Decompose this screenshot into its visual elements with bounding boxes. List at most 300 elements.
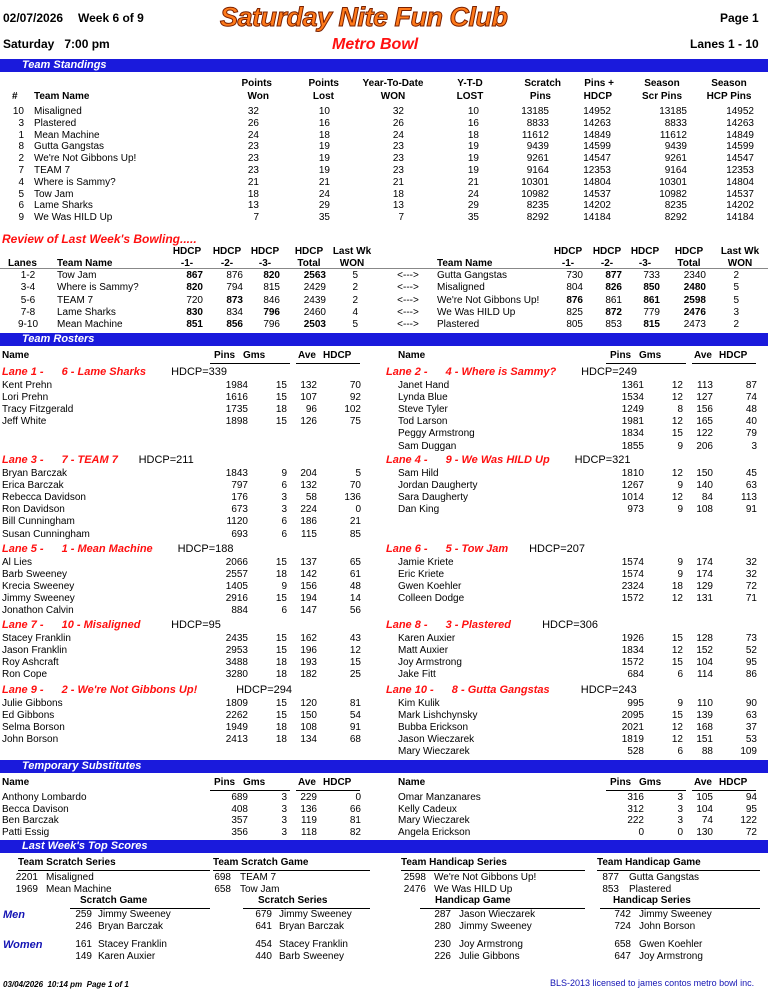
standing-value: 23 — [247, 153, 259, 165]
player-pins: 0 — [638, 826, 644, 838]
review-score: 2340 — [683, 270, 706, 281]
player-hdcp: 102 — [344, 404, 361, 416]
player-games: 12 — [671, 722, 683, 734]
review-score: 830 — [186, 306, 203, 318]
col-header: HDCP — [294, 246, 324, 257]
standing-value: 14804 — [583, 176, 611, 188]
col-header: WON — [380, 91, 406, 102]
player-hdcp: 21 — [349, 516, 361, 528]
standing-value: 23 — [247, 141, 259, 153]
review-score: 5 — [733, 282, 739, 294]
top-score: 440 — [255, 950, 272, 962]
player-games: 6 — [281, 528, 287, 540]
review-score: 2473 — [683, 319, 706, 331]
col-header: Total — [677, 258, 701, 269]
standing-value: 9439 — [526, 141, 549, 153]
player-average: 194 — [300, 593, 317, 605]
player-name: Becca Davison — [2, 803, 69, 815]
col-header: Pins — [214, 350, 236, 361]
standing-value: 12353 — [726, 165, 754, 176]
standing-value: 8833 — [526, 117, 549, 129]
top-score: 2476 — [403, 883, 426, 895]
review-lanes: 5-6 — [20, 294, 36, 306]
standing-value: 16 — [318, 117, 330, 129]
top-score: 280 — [434, 920, 451, 932]
player-name: Omar Manzanares — [398, 792, 481, 803]
player-games: 15 — [275, 380, 287, 391]
player-games: 6 — [281, 480, 287, 492]
player-hdcp: 75 — [349, 416, 361, 428]
player-pins: 528 — [627, 746, 644, 758]
col-header: Name — [2, 777, 30, 788]
review-team: Tow Jam — [57, 270, 97, 281]
player-hdcp: 72 — [745, 826, 757, 838]
player-average: 206 — [696, 440, 713, 452]
standing-team: Misaligned — [34, 106, 82, 117]
player-pins: 1843 — [225, 468, 248, 479]
standing-value: 14202 — [583, 200, 611, 212]
player-name: Bubba Erickson — [398, 722, 469, 734]
top-score: 658 — [614, 939, 631, 950]
player-hdcp: 70 — [349, 380, 361, 391]
player-pins: 357 — [231, 815, 248, 826]
roster-team: 1 - Mean Machine — [61, 543, 153, 555]
top-name: Tow Jam — [240, 883, 280, 895]
player-name: John Borson — [2, 734, 59, 746]
col-header: Lanes — [8, 258, 37, 269]
standing-rank: 9 — [18, 212, 24, 224]
player-games: 9 — [677, 569, 683, 581]
player-average: 140 — [696, 480, 713, 492]
player-name: Patti Essig — [2, 826, 50, 838]
top-score: 724 — [614, 920, 631, 932]
col-header: WON — [339, 258, 365, 269]
player-pins: 312 — [627, 803, 644, 815]
divider — [210, 790, 290, 791]
player-name: Dan King — [398, 504, 440, 516]
player-average: 139 — [696, 710, 713, 722]
col-header: HDCP — [553, 246, 583, 257]
roster-team: 3 - Plastered — [445, 619, 512, 631]
top-score: 287 — [434, 909, 451, 920]
standing-value: 8292 — [664, 212, 687, 224]
col-header: HDCP — [630, 246, 660, 257]
player-games: 18 — [671, 581, 683, 593]
player-average: 136 — [300, 803, 317, 815]
standing-value: 32 — [392, 106, 404, 117]
player-pins: 222 — [627, 815, 644, 826]
player-name: Bill Cunningham — [2, 516, 75, 528]
player-games: 12 — [671, 492, 683, 504]
player-average: 120 — [300, 698, 317, 709]
player-pins: 1834 — [621, 645, 644, 657]
top-name: Julie Gibbons — [459, 950, 520, 962]
review-score: 2 — [352, 294, 358, 306]
standing-value: 19 — [318, 141, 330, 153]
subs-band: Temporary Substitutes — [0, 760, 768, 773]
player-average: 156 — [696, 404, 713, 416]
report-date: 02/07/2026 — [3, 11, 64, 25]
divider — [597, 870, 760, 871]
player-pins: 1574 — [621, 557, 644, 568]
standing-value: 10301 — [521, 176, 549, 188]
standing-value: 24 — [247, 129, 259, 141]
col-header: HCP Pins — [706, 91, 752, 102]
player-pins: 1572 — [621, 657, 644, 669]
standing-value: 14547 — [583, 153, 611, 165]
review-team: Gutta Gangstas — [437, 270, 508, 281]
player-games: 15 — [275, 416, 287, 428]
week-label: Week 6 of 9 — [78, 11, 144, 25]
top-name: We're Not Gibbons Up! — [434, 872, 537, 883]
review-score: 2476 — [683, 306, 706, 318]
player-average: 150 — [300, 710, 317, 722]
player-pins: 684 — [627, 669, 644, 681]
player-games: 6 — [281, 516, 287, 528]
player-games: 3 — [677, 803, 683, 815]
review-score: 779 — [643, 306, 660, 318]
col-header: Scratch — [524, 78, 561, 89]
standing-value: 10982 — [521, 188, 549, 200]
player-hdcp: 82 — [349, 826, 361, 838]
player-name: Gwen Koehler — [398, 581, 462, 593]
standing-value: 14804 — [726, 176, 754, 188]
player-hdcp: 54 — [349, 710, 361, 722]
section-title: Team Handicap Game — [597, 857, 701, 868]
standing-value: 11612 — [521, 129, 549, 141]
review-title: Review of Last Week's Bowling..... — [2, 232, 197, 246]
review-score: 5 — [352, 270, 358, 281]
standing-value: 24 — [318, 188, 330, 200]
roster-team: 9 - We Was HILD Up — [445, 454, 550, 466]
standing-value: 7 — [398, 212, 404, 224]
review-score: 877 — [605, 270, 622, 281]
review-score: 820 — [263, 270, 280, 281]
standing-value: 23 — [392, 153, 404, 165]
review-team: Mean Machine — [57, 319, 123, 331]
player-pins: 316 — [627, 792, 644, 803]
player-name: Ron Cope — [2, 669, 48, 681]
player-pins: 1735 — [225, 404, 248, 416]
player-average: 108 — [696, 504, 713, 516]
roster-hdcp: HDCP=306 — [542, 619, 599, 631]
standing-value: 21 — [247, 176, 259, 188]
divider — [606, 363, 686, 364]
player-name: Steve Tyler — [398, 404, 448, 416]
player-games: 15 — [275, 645, 287, 657]
review-score: 873 — [226, 294, 243, 306]
player-average: 119 — [301, 815, 317, 826]
col-header: Name — [398, 350, 426, 361]
top-name: Karen Auxier — [98, 950, 156, 962]
standing-rank: 2 — [18, 153, 24, 165]
top-name: John Borson — [639, 920, 696, 932]
standing-value: 14184 — [726, 212, 754, 224]
men-label: Men — [3, 909, 25, 921]
player-hdcp: 12 — [349, 645, 361, 657]
review-team: Lame Sharks — [57, 306, 116, 318]
player-average: 151 — [696, 734, 713, 746]
player-name: Jake Fitt — [398, 669, 436, 681]
roster-team: 10 - Misaligned — [61, 619, 141, 631]
standing-value: 14547 — [726, 153, 754, 165]
player-hdcp: 90 — [745, 698, 757, 709]
standing-value: 21 — [318, 176, 330, 188]
section-title: Scratch Game — [80, 895, 148, 906]
review-team: Plastered — [437, 319, 480, 331]
col-header: -3- — [258, 258, 272, 269]
player-average: 110 — [697, 698, 713, 709]
top-name: Gutta Gangstas — [629, 872, 700, 883]
player-average: 193 — [300, 657, 317, 669]
col-header: Team Name — [57, 258, 113, 269]
roster-hdcp: HDCP=321 — [574, 454, 631, 466]
player-hdcp: 14 — [349, 593, 361, 605]
standing-value: 35 — [467, 212, 479, 224]
standing-value: 9261 — [664, 153, 687, 165]
standing-rank: 5 — [18, 188, 24, 200]
standing-value: 8235 — [664, 200, 687, 212]
col-header: WON — [727, 258, 753, 269]
col-header: Pins — [214, 777, 236, 788]
review-score: 867 — [186, 270, 203, 281]
standing-value: 23 — [392, 141, 404, 153]
player-name: Jeff White — [2, 416, 47, 428]
top-score: 161 — [75, 939, 92, 950]
player-pins: 673 — [231, 504, 248, 516]
top-name: Mean Machine — [46, 883, 112, 895]
center-name: Metro Bowl — [332, 36, 419, 53]
standing-rank: 3 — [18, 117, 24, 129]
col-header: HDCP — [674, 246, 704, 257]
league-title: Saturday Nite Fun Club — [220, 2, 508, 32]
top-scores-band: Last Week's Top Scores — [0, 840, 768, 853]
top-name: Bryan Barczak — [279, 920, 345, 932]
top-score: 853 — [602, 883, 619, 895]
review-score: 815 — [263, 282, 280, 294]
top-name: Jason Wieczarek — [459, 909, 536, 920]
player-pins: 176 — [231, 492, 248, 504]
player-pins: 1249 — [621, 404, 644, 416]
player-average: 114 — [697, 669, 713, 681]
standing-team: We're Not Gibbons Up! — [34, 153, 137, 165]
review-score: 834 — [226, 306, 243, 318]
col-header: Gms — [639, 777, 662, 788]
review-vs: <---> — [397, 270, 419, 281]
player-games: 15 — [275, 593, 287, 605]
player-pins: 1120 — [226, 516, 248, 528]
divider — [692, 790, 756, 791]
top-name: Jimmy Sweeney — [459, 920, 532, 932]
standing-value: 10 — [467, 106, 479, 117]
player-pins: 356 — [231, 826, 248, 838]
review-team: Where is Sammy? — [57, 282, 139, 294]
player-pins: 1981 — [621, 416, 644, 428]
player-pins: 1534 — [621, 392, 644, 404]
player-name: Matt Auxier — [398, 645, 449, 657]
player-name: Ron Davidson — [2, 504, 65, 516]
review-lanes: 7-8 — [20, 306, 36, 318]
player-pins: 408 — [231, 803, 248, 815]
roster-hdcp: HDCP=95 — [171, 619, 221, 631]
player-hdcp: 3 — [751, 440, 757, 452]
standing-team: We Was HILD Up — [34, 212, 113, 224]
top-score: 149 — [75, 950, 92, 962]
roster-lane: Lane 3 - — [2, 454, 44, 466]
standing-value: 18 — [467, 129, 479, 141]
player-pins: 2557 — [225, 569, 248, 581]
player-hdcp: 87 — [745, 380, 757, 391]
col-header: Ave — [694, 777, 712, 788]
player-games: 6 — [281, 605, 287, 617]
standing-value: 9164 — [664, 165, 687, 176]
standing-value: 14849 — [583, 129, 611, 141]
player-hdcp: 15 — [349, 657, 361, 669]
standing-value: 13 — [392, 200, 404, 212]
player-hdcp: 63 — [745, 710, 757, 722]
player-games: 18 — [275, 722, 287, 734]
player-name: Joy Armstrong — [398, 657, 462, 669]
review-score: 720 — [186, 294, 203, 306]
roster-lane: Lane 1 - — [2, 366, 44, 378]
player-average: 150 — [696, 468, 713, 479]
col-header: HDCP — [323, 350, 352, 361]
player-pins: 973 — [627, 504, 644, 516]
player-name: Jimmy Sweeney — [2, 593, 75, 605]
col-header: # — [12, 91, 18, 102]
player-name: Mark Lishchynsky — [398, 710, 478, 722]
player-pins: 2021 — [621, 722, 644, 734]
standing-value: 29 — [467, 200, 479, 212]
review-score: 2 — [352, 282, 358, 294]
player-average: 182 — [300, 669, 317, 681]
player-pins: 2413 — [225, 734, 248, 746]
player-name: Krecia Sweeney — [2, 581, 75, 593]
standing-value: 14537 — [726, 188, 754, 200]
player-games: 12 — [671, 734, 683, 746]
player-pins: 995 — [627, 698, 644, 709]
player-pins: 1574 — [621, 569, 644, 581]
standing-value: 26 — [392, 117, 404, 129]
player-average: 122 — [696, 428, 713, 440]
roster-lane: Lane 5 - — [2, 543, 44, 555]
roster-hdcp: HDCP=211 — [138, 454, 194, 466]
col-header: Y-T-D — [457, 78, 483, 89]
col-header: Gms — [639, 350, 662, 361]
col-header: HDCP — [719, 350, 748, 361]
standing-value: 18 — [392, 188, 404, 200]
standing-value: 8833 — [664, 117, 687, 129]
col-header: Ave — [298, 777, 316, 788]
standing-value: 35 — [318, 212, 330, 224]
page-label: Page 1 — [720, 11, 759, 25]
section-title: Team Handicap Series — [401, 857, 507, 868]
player-name: Angela Erickson — [398, 826, 471, 838]
standing-rank: 1 — [18, 129, 24, 141]
player-hdcp: 95 — [745, 657, 757, 669]
standing-value: 9261 — [526, 153, 549, 165]
player-pins: 1834 — [621, 428, 644, 440]
player-hdcp: 74 — [745, 392, 757, 404]
player-games: 3 — [281, 492, 287, 504]
player-name: Tracy Fitzgerald — [2, 404, 74, 416]
player-hdcp: 72 — [745, 581, 757, 593]
player-average: 224 — [300, 504, 317, 516]
review-lanes: 9-10 — [17, 319, 38, 331]
player-name: Susan Cunningham — [2, 528, 90, 540]
player-hdcp: 0 — [355, 504, 361, 516]
player-games: 15 — [671, 657, 683, 669]
roster-hdcp: HDCP=243 — [580, 684, 637, 696]
top-score: 877 — [602, 872, 619, 883]
player-pins: 693 — [231, 528, 248, 540]
player-name: Sam Hild — [398, 468, 439, 479]
player-pins: 884 — [231, 605, 248, 617]
player-name: Erica Barczak — [2, 480, 64, 492]
standing-team: Gutta Gangstas — [34, 141, 105, 153]
player-games: 18 — [275, 569, 287, 581]
col-header: Won — [247, 91, 269, 102]
player-pins: 1267 — [621, 480, 644, 492]
review-score: 796 — [263, 319, 280, 331]
standing-value: 11612 — [659, 129, 687, 141]
review-score: 2598 — [683, 294, 706, 306]
review-lanes: 1-2 — [20, 270, 36, 281]
player-hdcp: 45 — [745, 468, 757, 479]
player-average: 186 — [300, 516, 317, 528]
player-hdcp: 5 — [355, 468, 361, 479]
divider — [692, 363, 756, 364]
player-pins: 1855 — [621, 440, 644, 452]
player-games: 12 — [671, 468, 683, 479]
player-name: Kim Kulik — [398, 698, 440, 709]
women-label: Women — [3, 939, 43, 951]
col-header: Ave — [298, 350, 316, 361]
player-hdcp: 81 — [349, 815, 361, 826]
player-average: 168 — [696, 722, 713, 734]
player-hdcp: 66 — [349, 803, 361, 815]
standing-rank: 6 — [18, 200, 24, 212]
roster-lane: Lane 9 - — [2, 684, 44, 696]
top-score: 658 — [214, 883, 231, 895]
top-name: Gwen Koehler — [639, 939, 703, 950]
player-games: 3 — [281, 504, 287, 516]
standing-value: 10 — [318, 106, 330, 117]
player-average: 137 — [300, 557, 317, 568]
top-score: 1969 — [15, 883, 38, 895]
roster-lane: Lane 6 - — [386, 543, 428, 555]
col-header: Scr Pins — [641, 91, 683, 102]
col-header: Season — [644, 78, 680, 89]
player-pins: 1819 — [621, 734, 644, 746]
player-name: Al Lies — [2, 557, 33, 568]
divider — [296, 363, 360, 364]
player-pins: 689 — [231, 792, 248, 803]
player-hdcp: 136 — [344, 492, 361, 504]
player-hdcp: 113 — [741, 492, 757, 504]
standing-value: 19 — [467, 141, 479, 153]
top-name: We Was HILD Up — [434, 883, 513, 895]
player-hdcp: 61 — [349, 569, 361, 581]
standing-value: 12353 — [583, 165, 611, 176]
player-name: Sara Daugherty — [398, 492, 469, 504]
col-header: Name — [2, 350, 30, 361]
player-hdcp: 48 — [349, 581, 361, 593]
player-average: 162 — [300, 633, 317, 644]
rosters-band: Team Rosters — [0, 333, 768, 346]
top-name: Jimmy Sweeney — [639, 909, 712, 920]
player-hdcp: 0 — [355, 792, 361, 803]
